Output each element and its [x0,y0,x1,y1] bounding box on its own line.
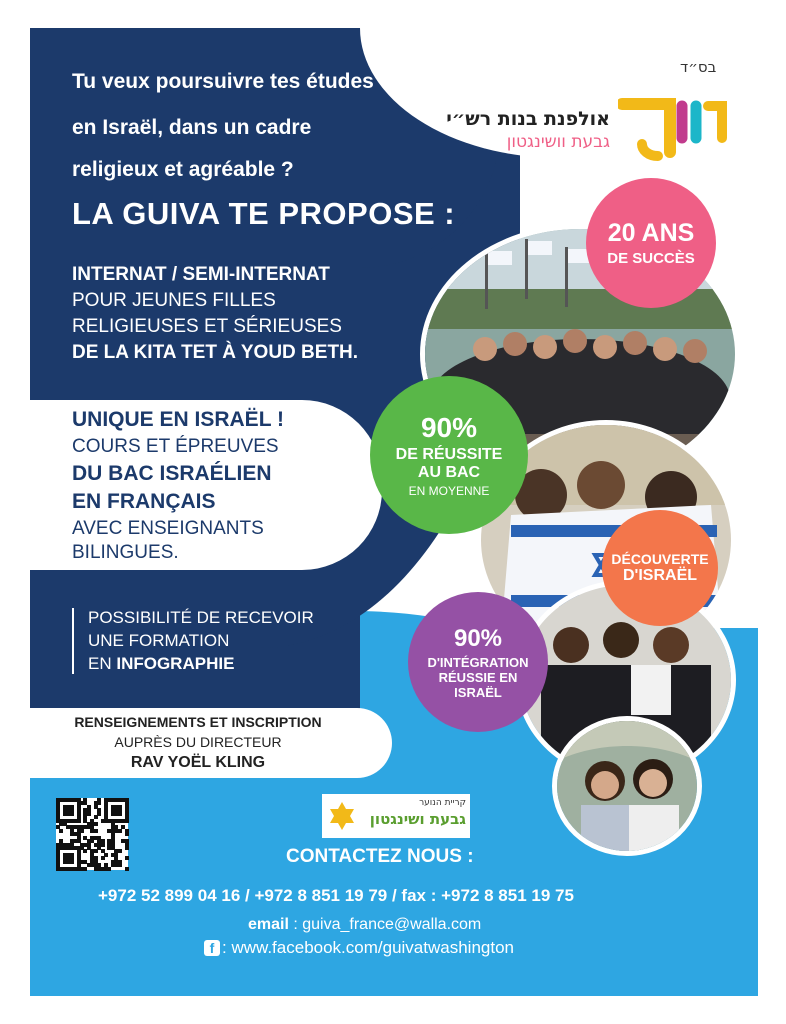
bsd-text: בס״ד [680,58,717,76]
qr-module [101,843,105,847]
qr-module [125,856,129,860]
contact-line-3: RAV YOËL KLING [130,754,266,771]
badge-20-ans [586,178,716,308]
qr-module [118,849,122,853]
qr-module [94,849,98,853]
unique-line-3: DU BAC ISRAÉLIEN [72,462,272,485]
internat-line-2: POUR JEUNES FILLES [72,290,276,311]
badge-integration-line2: RÉUSSIE EN [438,669,518,685]
contact-line-1: RENSEIGNEMENTS ET INSCRIPTION [74,714,322,730]
flyer [30,28,758,996]
qr-module [94,815,98,819]
facebook-value[interactable]: : www.facebook.com/guivatwashington [222,938,514,957]
school-location-hebrew: גבעת וושינגטון [506,132,610,152]
internat-line-3: RELIGIEUSES ET SÉRIEUSES [72,316,342,337]
qr-module [77,819,81,823]
contact-title: CONTACTEZ NOUS : [286,846,474,867]
sponsor-small: קריית הנוער [419,798,466,808]
qr-module [118,863,122,867]
email-value[interactable]: : guiva_france@walla.com [288,916,482,933]
badge-decouverte [602,510,718,626]
qr-module [87,812,91,816]
infographie-line-3 [88,654,234,674]
facebook-icon[interactable]: f [204,940,220,956]
badge-bac-big: 90% [420,412,478,443]
infographie-line-2: UNE FORMATION [88,631,230,650]
unique-line-1: UNIQUE EN ISRAËL ! [72,408,284,431]
infographie-divider [72,608,74,674]
qr-module [59,829,63,833]
badge-integration-line1: D'INTÉGRATION [427,654,529,670]
headline: LA GUIVA TE PROPOSE : [72,196,456,231]
unique-line-6: BILINGUES. [72,542,179,563]
qr-module [125,832,129,836]
star-logo-icon [326,800,358,832]
qr-module [125,867,129,871]
qr-module [70,860,74,864]
email-label: email [248,916,289,933]
badge-20-ans-big: 20 ANS [607,219,695,247]
infographie-bold: INFOGRAPHIE [116,654,235,673]
badge-bac-mid1: DE RÉUSSITE [395,446,503,463]
infographie-prefix: EN [88,654,117,673]
logo-letters-icon [618,98,728,162]
phone-numbers[interactable]: +972 52 899 04 16 / +972 8 851 19 79 / fax : +972 8 851 19 75 [98,886,574,905]
school-logo-mark [618,98,728,162]
intro-line-1: Tu veux poursuivre tes études [72,70,374,93]
badge-bac-small: EN MOYENNE [408,484,490,498]
facebook-line[interactable] [204,938,514,958]
contact-line-2: AUPRÈS DU DIRECTEUR [114,734,282,750]
sponsor-big: גבעת ושינגטון [369,810,466,828]
badge-integration-big: 90% [453,624,503,652]
unique-line-4: EN FRANÇAIS [72,490,216,513]
qr-module [70,812,74,816]
email-line[interactable] [248,916,481,934]
unique-line-2: COURS ET ÉPREUVES [72,436,279,457]
qr-module [107,867,111,871]
qr-module [125,846,129,850]
qr-module [97,801,101,805]
internat-line-4: DE LA KITA TET À YOUD BETH. [72,342,359,363]
qr-module [83,867,87,871]
qr-module [118,829,122,833]
badge-decouverte-line1: DÉCOUVERTE [611,551,709,567]
qr-module [80,829,84,833]
badge-bac-mid2: AU BAC [417,464,481,481]
qr-module [118,812,122,816]
qr-module [94,822,98,826]
qr-module [83,849,87,853]
badge-integration-line3: ISRAËL [454,684,502,700]
qr-module [104,853,108,857]
sponsor-logo [322,794,470,838]
infographie-line-1: POSSIBILITÉ DE RECEVOIR [88,608,314,627]
internat-line-1: INTERNAT / SEMI-INTERNAT [72,264,330,285]
qr-module [125,819,129,823]
badge-integration [408,592,548,732]
intro-line-2: en Israël, dans un cadre [72,116,312,139]
unique-line-5: AVEC ENSEIGNANTS [72,518,264,539]
qr-module [97,812,101,816]
badge-20-ans-small: DE SUCCÈS [607,250,695,267]
qr-module [94,829,98,833]
qr-code-icon[interactable] [56,798,128,870]
intro-line-3: religieux et agréable ? [72,158,294,181]
school-name-hebrew: אולפנת בנות רש״י [446,108,610,130]
badge-decouverte-line2: D'ISRAËL [622,567,698,584]
photo-two-girls [552,716,702,856]
qr-module [101,856,105,860]
badge-bac [370,376,528,534]
